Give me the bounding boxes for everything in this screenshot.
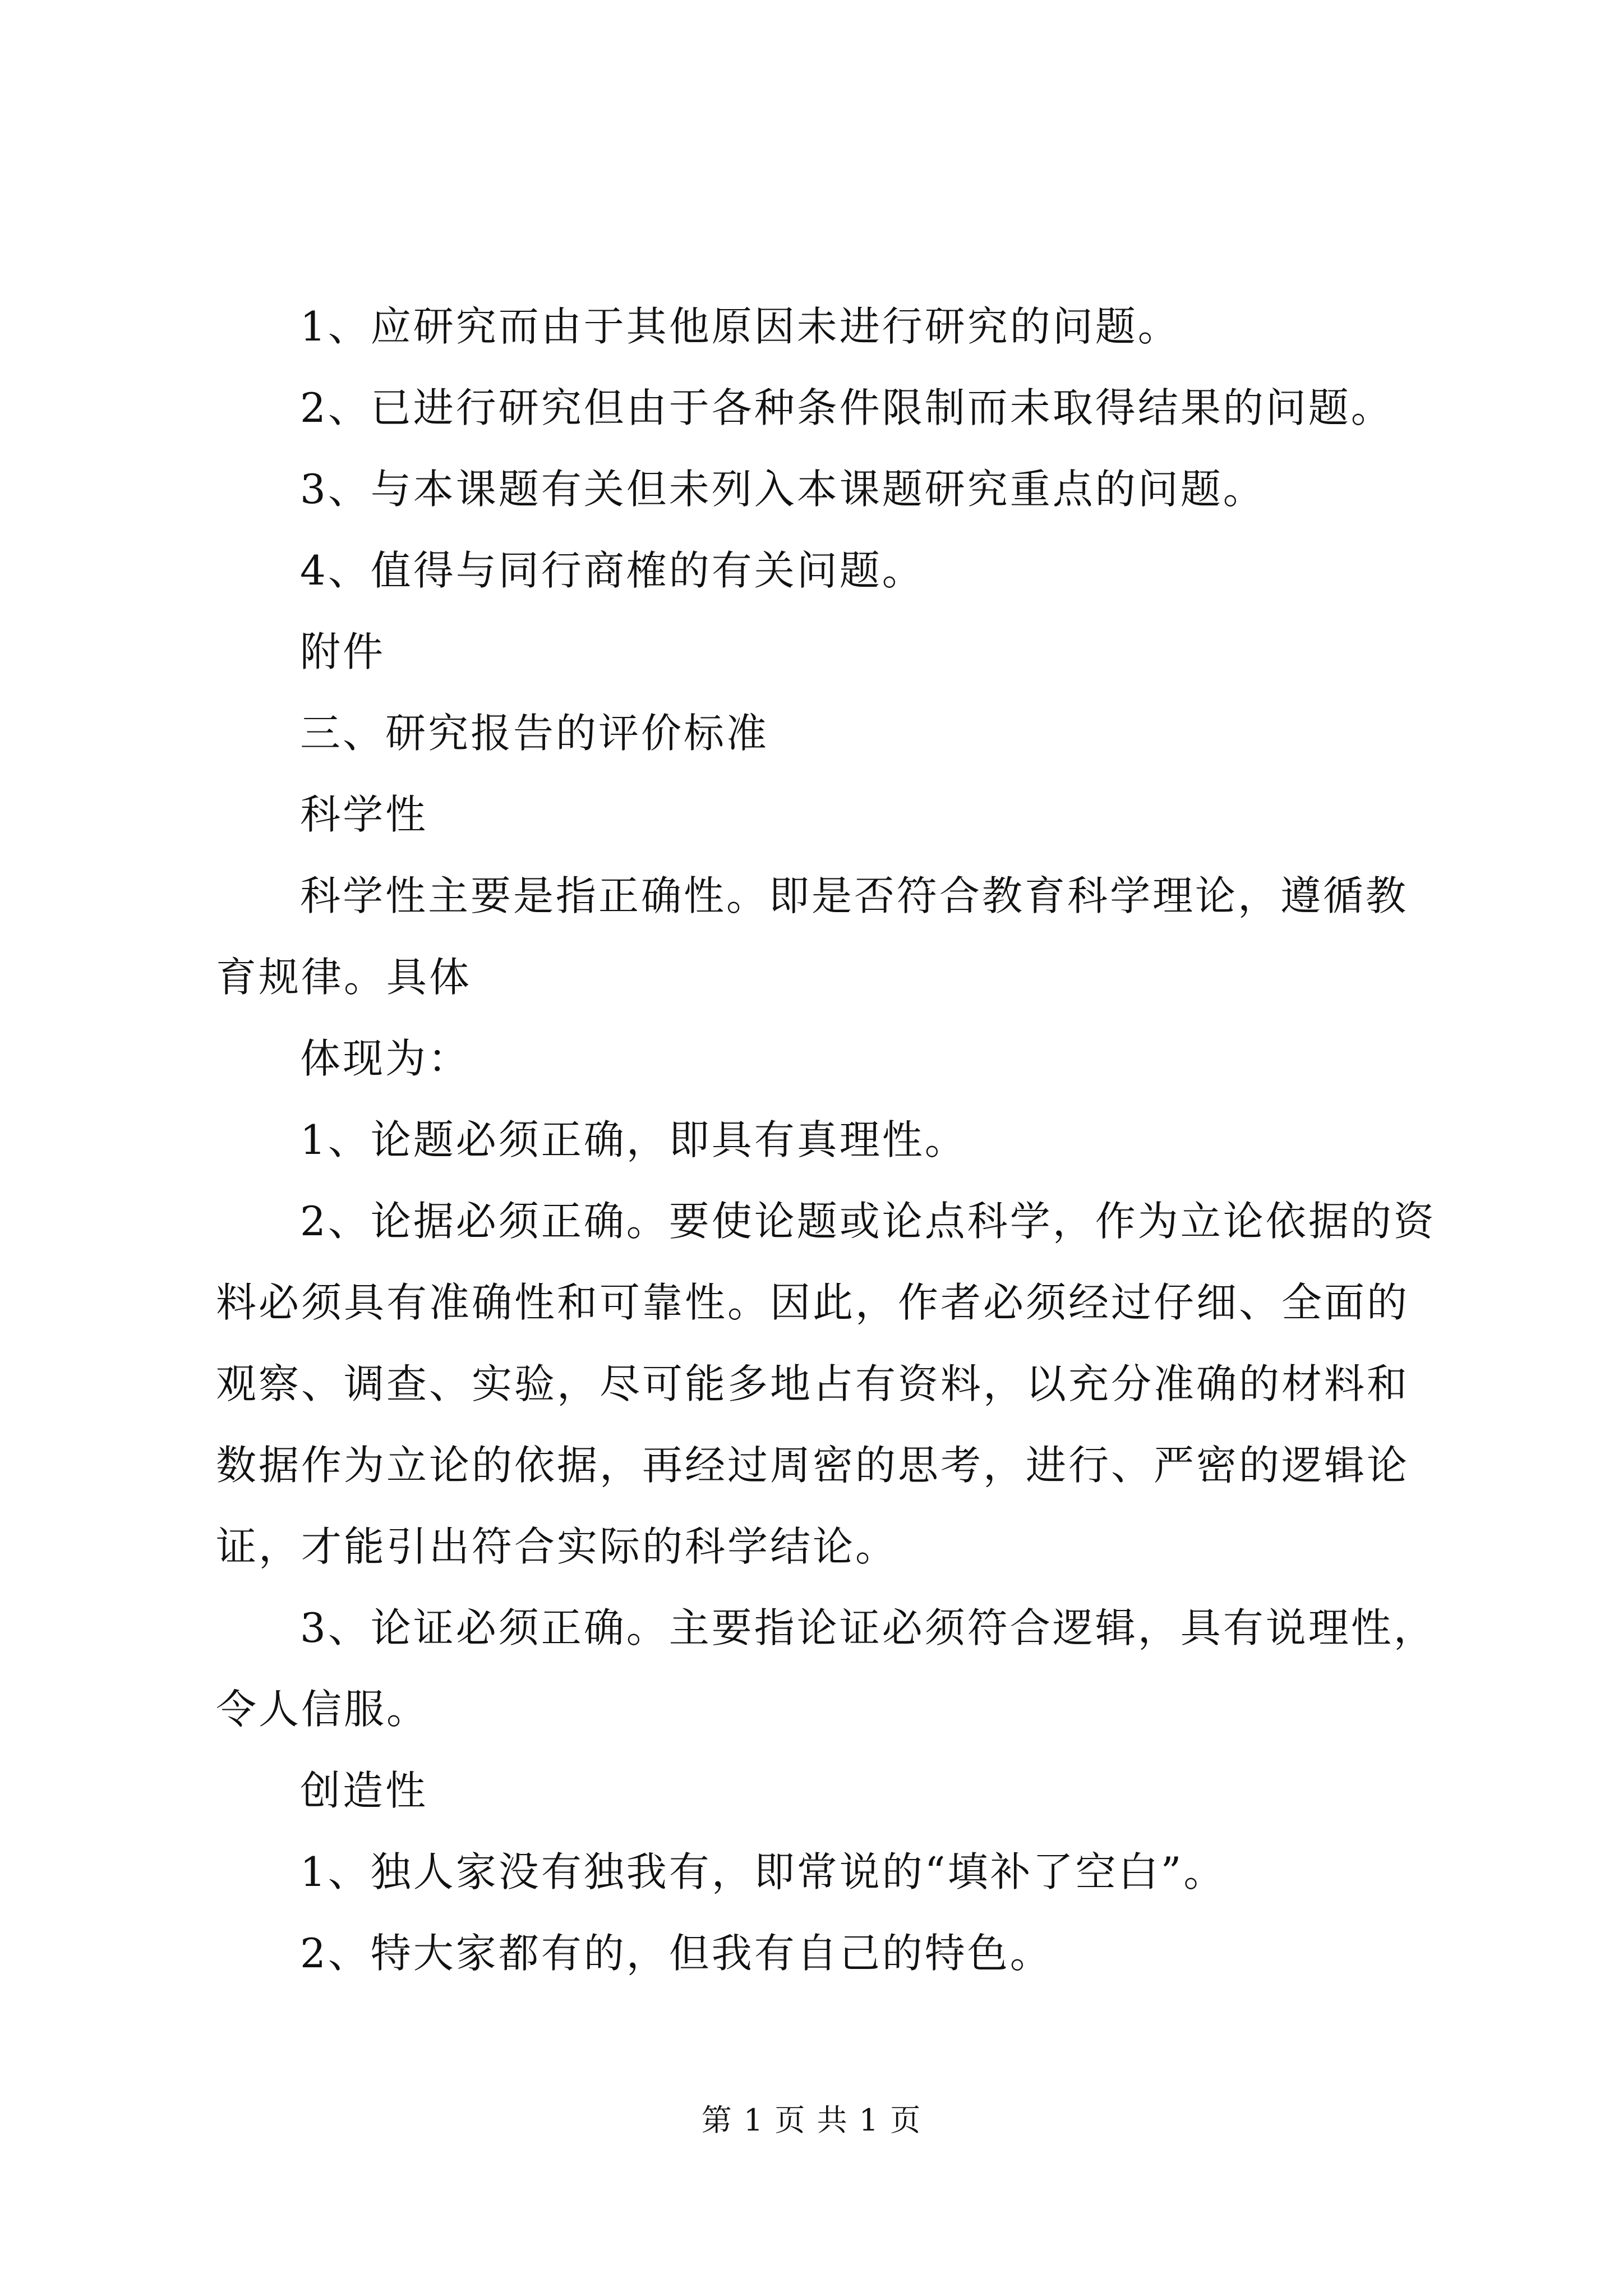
list-item-1: 1、论题必须正确，即具有真理性。: [300, 1116, 967, 1163]
page-footer: 第 1 页 共 1 页: [701, 2102, 922, 2138]
list-item-1: 1、应研究而由于其他原因未进行研究的问题。: [300, 303, 1181, 350]
document-body: [216, 286, 1438, 1994]
list-item-3: 3、与本课题有关但未列入本课题研究重点的问题。: [300, 466, 1266, 513]
subheading-scientific: 科学性: [300, 791, 428, 838]
attachment-heading: 附件: [300, 628, 386, 675]
list-item-2: 2、特大家都有的，但我有自己的特色。: [300, 1930, 1053, 1977]
list-item-3: 3、论证必须正确。主要指论证必须符合逻辑，具有说理性，令人信服。: [216, 1604, 1436, 1733]
list-item-1: 1、独人家没有独我有，即常说的“填补了空白”。: [300, 1848, 1227, 1895]
list-item-4: 4、值得与同行商榷的有关问题。: [300, 547, 925, 594]
body-paragraph: 科学性主要是指正确性。即是否符合教育科学理论，遵循教育规律。具体: [216, 872, 1409, 1001]
section-heading: 三、研究报告的评价标准: [300, 710, 769, 757]
list-item-2: 2、论据必须正确。要使论题或论点科学，作为立论依据的资料必须具有准确性和可靠性。因此，作者必须经过仔细、全面的观察、调查、实验，尽可能多地占有资料，以充分准确的材料和数据作为立论的依据，再经过周密的思考，进行、严密的逻辑论证，才能引出符合实际的科学结论。: [216, 1198, 1436, 1570]
subheading-creativity: 创造性: [300, 1767, 428, 1814]
list-item-2: 2、已进行研究但由于各种条件限制而未取得结果的问题。: [300, 384, 1394, 431]
body-paragraph: 体现为：: [300, 1035, 471, 1082]
